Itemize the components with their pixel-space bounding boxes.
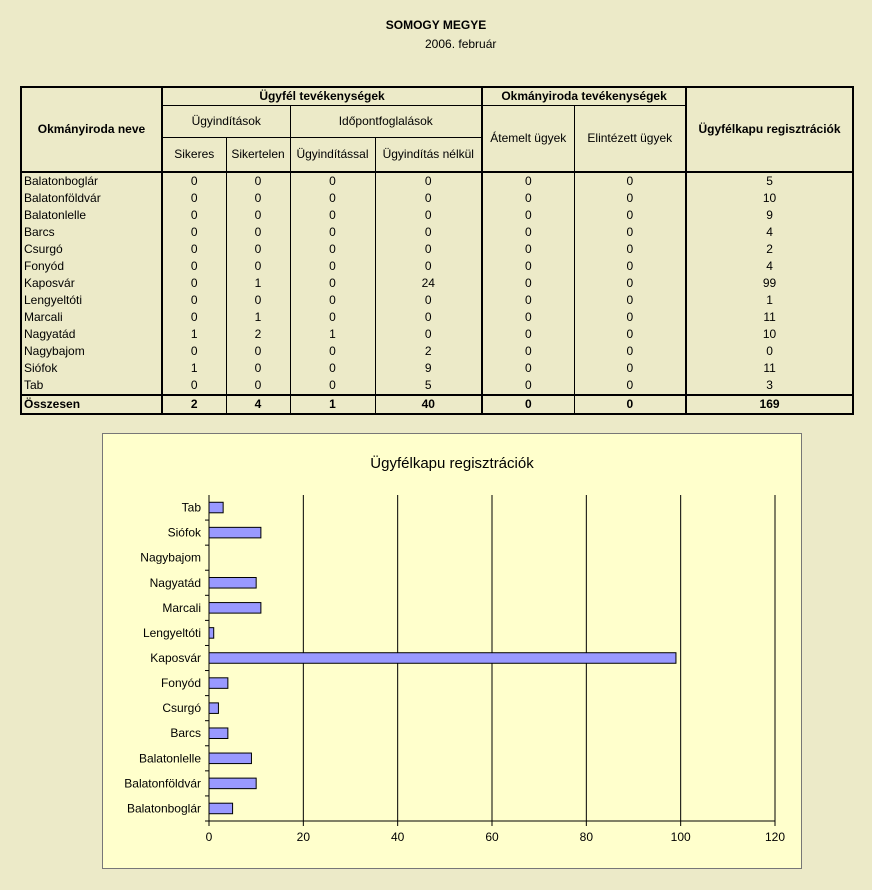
table-row [21, 309, 853, 326]
value-cell: 4 [226, 395, 290, 414]
value-cell: 0 [375, 207, 482, 224]
value-cell: 9 [686, 207, 853, 224]
value-cell: 2 [226, 326, 290, 343]
value-cell: 0 [375, 292, 482, 309]
header-without-initiation: Ügyindítás nélkül [375, 137, 482, 172]
y-tick-label: Lengyeltóti [142, 625, 201, 640]
value-cell: 0 [226, 292, 290, 309]
value-cell: 1 [162, 326, 226, 343]
value-cell: 0 [482, 309, 574, 326]
office-name-cell: Balatonföldvár [21, 190, 162, 207]
office-name-cell: Marcali [21, 309, 162, 326]
value-cell: 0 [482, 275, 574, 292]
bar [209, 578, 256, 589]
value-cell: 1 [226, 275, 290, 292]
header-successful: Sikeres [162, 137, 226, 172]
value-cell: 0 [162, 377, 226, 395]
value-cell: 0 [226, 172, 290, 190]
y-tick-label: Fonyód [160, 676, 201, 691]
value-cell: 0 [686, 343, 853, 360]
value-cell: 0 [226, 241, 290, 258]
value-cell: 1 [290, 326, 375, 343]
header-transferred: Átemelt ügyek [482, 105, 574, 172]
header-unsuccessful: Sikertelen [226, 137, 290, 172]
y-tick-label: Tab [181, 500, 201, 515]
value-cell: 0 [574, 275, 686, 292]
y-tick-label: Balatonföldvár [124, 776, 201, 791]
value-cell: 40 [375, 395, 482, 414]
value-cell: 1 [162, 360, 226, 377]
header-bookings: Időpontfoglalások [290, 105, 482, 137]
office-name-cell: Csurgó [21, 241, 162, 258]
value-cell: 2 [375, 343, 482, 360]
value-cell: 0 [290, 241, 375, 258]
value-cell: 0 [290, 377, 375, 395]
value-cell: 0 [290, 292, 375, 309]
header-registrations: Ügyfélkapu regisztrációk [686, 87, 853, 172]
report-date: 2006. február [425, 37, 497, 51]
value-cell: 0 [226, 343, 290, 360]
value-cell: 0 [290, 207, 375, 224]
value-cell: 11 [686, 360, 853, 377]
value-cell: 0 [482, 241, 574, 258]
total-row [21, 395, 853, 414]
value-cell: 4 [686, 258, 853, 275]
bar [209, 753, 251, 764]
table-row [21, 207, 853, 224]
bar [209, 728, 228, 739]
value-cell: 0 [162, 190, 226, 207]
value-cell: 0 [290, 275, 375, 292]
office-name-cell: Balatonlelle [21, 207, 162, 224]
statistics-table [20, 86, 854, 415]
value-cell: 5 [686, 172, 853, 190]
value-cell: 10 [686, 190, 853, 207]
value-cell: 0 [290, 224, 375, 241]
table-row [21, 343, 853, 360]
report-title: SOMOGY MEGYE [385, 18, 487, 32]
value-cell: 0 [226, 190, 290, 207]
value-cell: 0 [574, 190, 686, 207]
value-cell: 0 [162, 292, 226, 309]
x-tick-label: 120 [764, 830, 786, 844]
value-cell: 0 [226, 258, 290, 275]
table-row [21, 326, 853, 343]
y-tick-label: Nagyatád [149, 575, 201, 590]
x-tick-label: 80 [579, 830, 594, 844]
value-cell: 0 [162, 309, 226, 326]
x-tick-label: 100 [670, 830, 691, 844]
header-client-activities: Ügyfél tevékenységek [162, 87, 482, 105]
office-name-cell: Nagybajom [21, 343, 162, 360]
value-cell: 0 [375, 258, 482, 275]
value-cell: 0 [375, 190, 482, 207]
value-cell: 99 [686, 275, 853, 292]
value-cell: 0 [162, 258, 226, 275]
value-cell: 0 [375, 241, 482, 258]
header-office-activities: Okmányiroda tevékenységek [482, 87, 686, 105]
value-cell: 0 [162, 343, 226, 360]
value-cell: 0 [574, 360, 686, 377]
table-row [21, 292, 853, 309]
value-cell: 0 [162, 241, 226, 258]
value-cell: 0 [162, 207, 226, 224]
office-name-cell: Balatonboglár [21, 172, 162, 190]
value-cell: 0 [482, 360, 574, 377]
header-completed: Elintézett ügyek [574, 105, 686, 172]
value-cell: 0 [574, 207, 686, 224]
y-tick-label: Balatonboglár [126, 801, 201, 816]
value-cell: 2 [162, 395, 226, 414]
bar [209, 678, 228, 689]
value-cell: 0 [290, 258, 375, 275]
value-cell: 0 [482, 207, 574, 224]
office-name-cell: Nagyatád [21, 326, 162, 343]
registrations-chart [102, 433, 802, 869]
value-cell: 0 [290, 343, 375, 360]
value-cell: 0 [482, 258, 574, 275]
x-tick-label: 40 [390, 830, 405, 844]
value-cell: 0 [574, 395, 686, 414]
table-row [21, 172, 853, 190]
table-row [21, 360, 853, 377]
x-tick-label: 0 [205, 830, 213, 844]
value-cell: 0 [574, 172, 686, 190]
y-tick-label: Balatonlelle [138, 751, 201, 766]
header-with-initiation: Ügyindítással [290, 137, 375, 172]
value-cell: 0 [482, 326, 574, 343]
value-cell: 0 [574, 258, 686, 275]
value-cell: 10 [686, 326, 853, 343]
value-cell: 0 [482, 377, 574, 395]
value-cell: 0 [162, 224, 226, 241]
value-cell: 1 [686, 292, 853, 309]
value-cell: 0 [574, 326, 686, 343]
value-cell: 0 [482, 343, 574, 360]
y-tick-label: Kaposvár [150, 651, 201, 665]
value-cell: 0 [482, 395, 574, 414]
value-cell: 0 [574, 343, 686, 360]
chart-svg [103, 434, 801, 868]
value-cell: 0 [290, 309, 375, 326]
value-cell: 9 [375, 360, 482, 377]
table-row [21, 275, 853, 292]
bar [209, 803, 233, 814]
office-name-cell: Fonyód [21, 258, 162, 275]
bar [209, 703, 218, 714]
bar [209, 502, 223, 513]
value-cell: 0 [226, 360, 290, 377]
value-cell: 0 [226, 377, 290, 395]
value-cell: 0 [482, 292, 574, 309]
value-cell: 3 [686, 377, 853, 395]
value-cell: 0 [482, 172, 574, 190]
value-cell: 0 [574, 309, 686, 326]
y-tick-label: Barcs [170, 726, 201, 741]
value-cell: 2 [686, 241, 853, 258]
value-cell: 0 [290, 172, 375, 190]
value-cell: 0 [574, 292, 686, 309]
value-cell: 4 [686, 224, 853, 241]
x-tick-label: 20 [296, 830, 311, 844]
bar [209, 628, 214, 639]
value-cell: 0 [574, 241, 686, 258]
value-cell: 0 [375, 309, 482, 326]
y-tick-label: Siófok [167, 525, 201, 540]
value-cell: 5 [375, 377, 482, 395]
y-tick-label: Nagybajom [140, 550, 201, 565]
value-cell: 0 [482, 190, 574, 207]
header-office-name: Okmányiroda neve [21, 87, 162, 172]
office-name-cell: Kaposvár [21, 275, 162, 292]
chart-title: Ügyfélkapu regisztrációk [370, 455, 534, 472]
bar [209, 603, 261, 614]
value-cell: 0 [226, 207, 290, 224]
value-cell: 0 [375, 172, 482, 190]
value-cell: 11 [686, 309, 853, 326]
bar [209, 653, 676, 664]
value-cell: 0 [290, 360, 375, 377]
table-row [21, 241, 853, 258]
office-name-cell: Siófok [21, 360, 162, 377]
y-tick-label: Csurgó [162, 701, 201, 716]
x-tick-label: 60 [485, 830, 499, 844]
value-cell: 0 [482, 224, 574, 241]
value-cell: 0 [290, 190, 375, 207]
table-row [21, 377, 853, 395]
value-cell: 0 [574, 224, 686, 241]
header-initiations: Ügyindítások [162, 105, 290, 137]
value-cell: 1 [290, 395, 375, 414]
value-cell: 169 [686, 395, 853, 414]
office-name-cell: Tab [21, 377, 162, 395]
table-body [21, 172, 853, 414]
bar [209, 527, 261, 538]
table-row [21, 224, 853, 241]
value-cell: 24 [375, 275, 482, 292]
office-name-cell: Lengyeltóti [21, 292, 162, 309]
y-tick-label: Marcali [162, 600, 201, 615]
value-cell: 0 [375, 224, 482, 241]
table-row [21, 190, 853, 207]
value-cell: 0 [162, 172, 226, 190]
bar [209, 778, 256, 789]
value-cell: 0 [375, 326, 482, 343]
table-row [21, 258, 853, 275]
value-cell: 1 [226, 309, 290, 326]
value-cell: 0 [162, 275, 226, 292]
value-cell: 0 [574, 377, 686, 395]
office-name-cell: Barcs [21, 224, 162, 241]
value-cell: 0 [226, 224, 290, 241]
office-name-cell: Összesen [21, 395, 162, 414]
